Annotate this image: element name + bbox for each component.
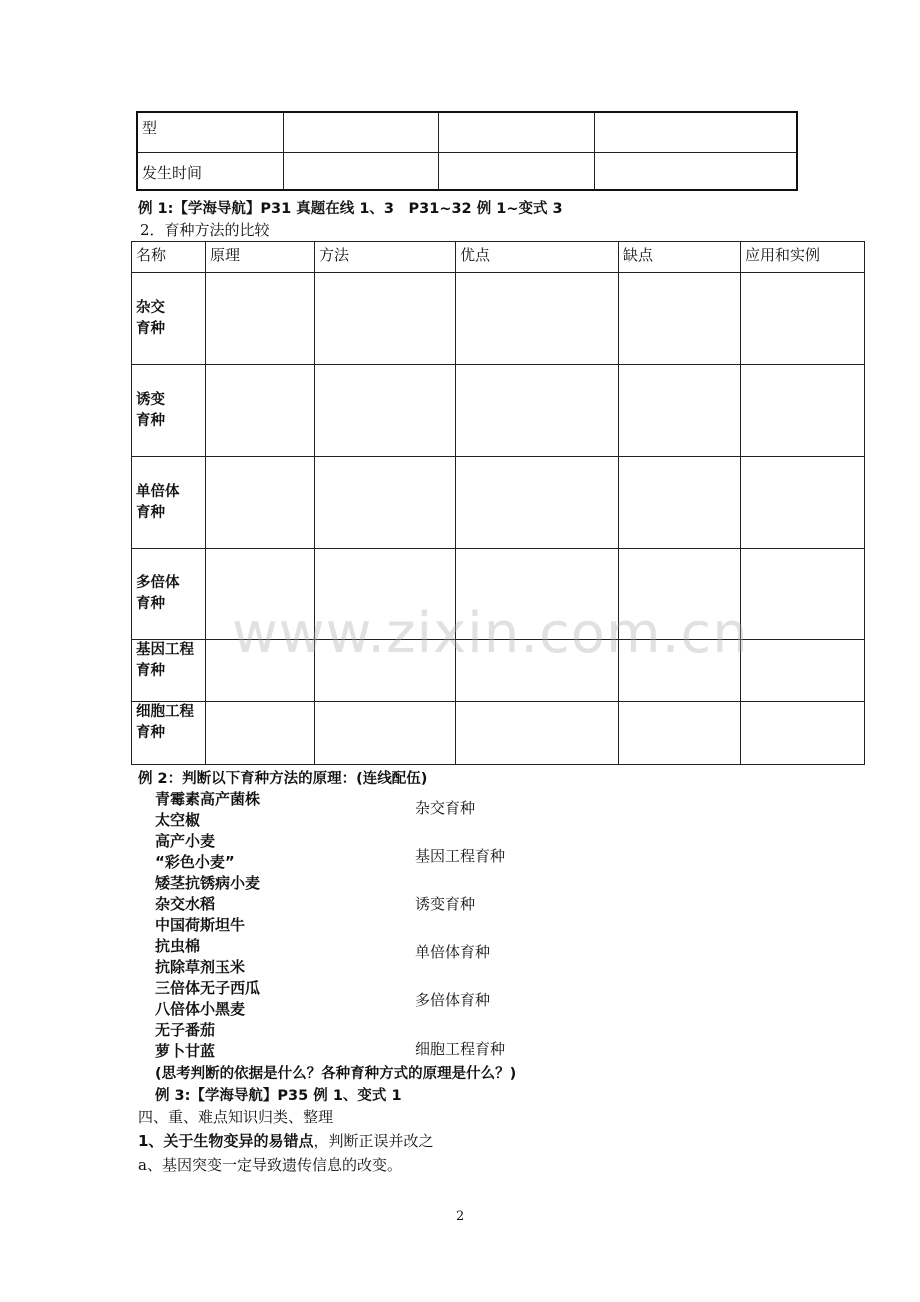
header-name: 名称 bbox=[132, 242, 206, 273]
table-row bbox=[132, 702, 865, 765]
example3-text: 例 3:【学海导航】P35 例 1、变式 1 bbox=[155, 1088, 402, 1104]
top-table-cell bbox=[438, 112, 594, 152]
method-item: 单倍体育种 bbox=[415, 943, 491, 961]
table-header-row bbox=[132, 242, 865, 273]
point1-bold: 1、关于生物变异的易错点 bbox=[138, 1132, 314, 1150]
row-label-time: 发生时间 bbox=[142, 163, 203, 182]
row-name-genetic-engineering: 基因工程 育种 bbox=[132, 640, 206, 702]
section2-title: 2．育种方法的比较 bbox=[140, 221, 270, 239]
top-table-cell-time bbox=[137, 152, 283, 190]
table-row bbox=[132, 365, 865, 457]
method-item: 基因工程育种 bbox=[415, 847, 506, 865]
point1-rest: ，判断正误并改之 bbox=[313, 1132, 434, 1150]
list-item: 抗除草剂玉米 bbox=[155, 958, 246, 976]
list-item: 抗虫棉 bbox=[155, 937, 201, 955]
point-a: a、基因突变一定导致遗传信息的改变。 bbox=[138, 1156, 402, 1174]
top-table-cell bbox=[438, 152, 594, 190]
list-item: 矮茎抗锈病小麦 bbox=[155, 874, 261, 892]
list-item: “彩色小麦” bbox=[155, 853, 235, 871]
header-application: 应用和实例 bbox=[741, 242, 865, 273]
compare-table bbox=[131, 241, 865, 765]
top-table bbox=[136, 111, 798, 191]
list-item: 中国荷斯坦牛 bbox=[155, 916, 246, 934]
method-item: 细胞工程育种 bbox=[415, 1040, 506, 1058]
watermark: www.zixin.com.cn bbox=[232, 601, 749, 666]
header-disadvantage: 缺点 bbox=[619, 242, 741, 273]
section4-title: 四、重、难点知识归类、整理 bbox=[138, 1108, 334, 1126]
table-row bbox=[132, 273, 865, 365]
row-name-haploid: 单倍体 育种 bbox=[132, 457, 206, 549]
table-row bbox=[132, 457, 865, 549]
method-item: 诱变育种 bbox=[415, 895, 476, 913]
top-table-cell bbox=[594, 112, 797, 152]
method-item: 杂交育种 bbox=[415, 799, 476, 817]
method-item: 多倍体育种 bbox=[415, 991, 491, 1009]
top-table-cell bbox=[283, 152, 438, 190]
header-principle: 原理 bbox=[206, 242, 315, 273]
header-method: 方法 bbox=[315, 242, 456, 273]
list-item: 杂交水稻 bbox=[155, 895, 216, 913]
top-table-cell bbox=[283, 112, 438, 152]
row-name-hybrid: 杂交 育种 bbox=[132, 273, 206, 365]
row-name-polyploid: 多倍体 育种 bbox=[132, 549, 206, 640]
row-name-cell-engineering: 细胞工程 育种 bbox=[132, 702, 206, 765]
list-item: 萝卜甘蓝 bbox=[155, 1042, 216, 1060]
top-table-cell bbox=[594, 152, 797, 190]
list-item: 高产小麦 bbox=[155, 832, 216, 850]
example2-think: (思考判断的依据是什么？各种育种方式的原理是什么？) bbox=[155, 1066, 517, 1082]
row-label-type: 型 bbox=[142, 119, 158, 137]
page-number: 2 bbox=[456, 1209, 465, 1224]
row-name-mutation: 诱变 育种 bbox=[132, 365, 206, 457]
example1-text: 例 1:【学海导航】P31 真题在线 1、3 P31~32 例 1~变式 3 bbox=[138, 201, 563, 217]
list-item: 太空椒 bbox=[155, 811, 201, 829]
point1 bbox=[138, 1130, 433, 1151]
list-item: 无子番茄 bbox=[155, 1021, 216, 1039]
list-item: 三倍体无子西瓜 bbox=[155, 979, 261, 997]
list-item: 八倍体小黑麦 bbox=[155, 1000, 246, 1018]
top-table-cell-type bbox=[137, 112, 283, 152]
example2-title: 例 2：判断以下育种方法的原理：(连线配伍) bbox=[138, 771, 428, 787]
list-item: 青霉素高产菌株 bbox=[155, 790, 261, 808]
header-advantage: 优点 bbox=[456, 242, 619, 273]
